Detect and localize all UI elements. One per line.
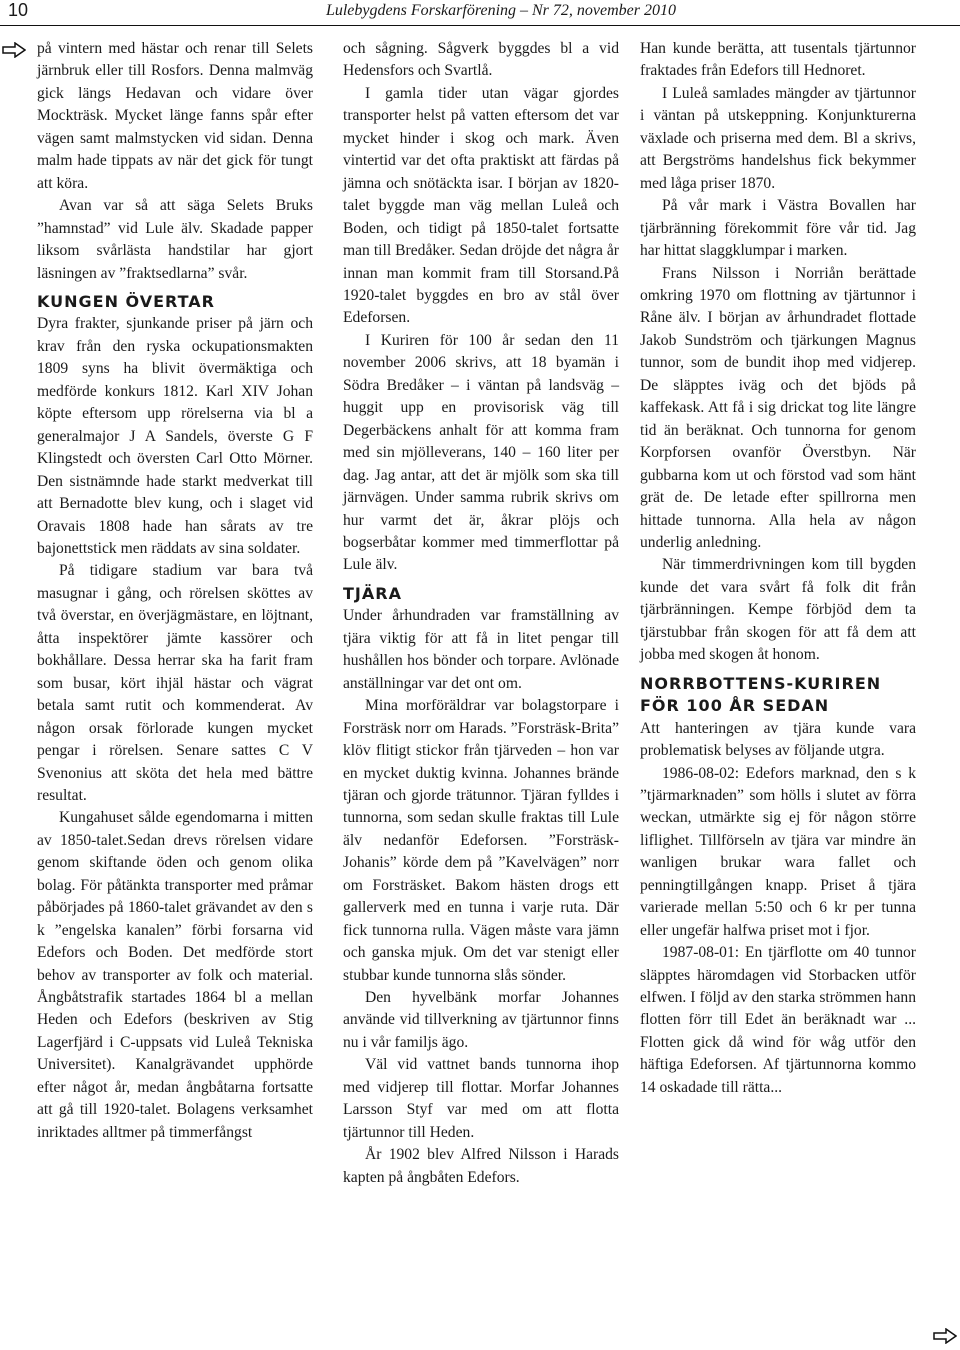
paragraph: 1987-08-01: En tjärflotte om 40 tunnor släpptes häromdagen vid Storbacken utför elfwen. I följd av den starka strömmen hann flotten förr till Edet än beräknadt war ... Flotten gick då wind för wåg utför den häftiga Edeforsen. Af tjärtunnorna kommo 14 oskadade till rätta... bbox=[640, 944, 916, 1096]
section-heading: NORRBOTTENS-KURIREN FÖR 100 ÅR SEDAN bbox=[640, 673, 882, 716]
section-heading: TJÄRA bbox=[343, 583, 402, 603]
arrow-right-icon bbox=[933, 1328, 957, 1344]
paragraph: När timmerdrivningen kom till bygden kunde det vara svårt få folk dit från tjärbränningen. Kempe förbjöd dem ta tjärstubbar från skogen för att få dem att jobba med skogen åt honom. bbox=[640, 556, 916, 664]
paragraph: Frans Nilsson i Norriån berättade omkring 1970 om flottning av tjärtunnor i Råne älv. I början av århundradet flottade Jakob Sundström och tjärkungen Magnus tunnor, som de bundit ihop med vidjerep. De släpptes iväg och det bjöds på kaffekask. Att få i sig drickat tog lite längre tid än beräknat. Och tunnorna for genom Korpforsen ovanför Överstbyn. När gubbarna kom ut och förstod vad som hänt grät de. De letade efter spillrorna men hittade tunnorna. Alla hela av någon underlig anledning. bbox=[640, 264, 916, 551]
paragraph: 1986-08-02: Edefors marknad, den s k ”tjärmarknaden” som hölls i slutet av förra weckan, utmärkte sig ej för någon större liflighet. Tillförseln av tjära var mindre än wanligen brukar wara fallet och penningtillgången knapp. Priset å tjära varierade mellan 5:50 och 6 kr per tunna eller ungefär halfwa priset mot i fjor. bbox=[640, 764, 916, 939]
page-header bbox=[0, 0, 960, 26]
publication-title: Lulebygdens Forskarförening – Nr 72, november 2010 bbox=[325, 2, 676, 19]
paragraph: Den hyvelbänk morfar Johannes använde vid tillverkning av tjärtunnor finns nu i vår familjs ägo. bbox=[343, 989, 619, 1051]
section-heading: KUNGEN ÖVERTAR bbox=[37, 291, 215, 311]
paragraph: Han kunde berätta, att tusentals tjärtunnor fraktades från Edefors till Hednoret. bbox=[640, 40, 916, 80]
page-number: 10 bbox=[8, 0, 29, 20]
column-1 bbox=[37, 38, 313, 1144]
header-rule bbox=[0, 25, 960, 26]
paragraph: på vintern med hästar och renar till Selets järnbruk eller till Rosfors. Denna malmväg gick längs Hedavan och vidare över Mockträsk. Mycket länge fanns spår efter vägen samt malmstycken vid sidan. Denna malm hade tippats av när det gick för tungt att köra. bbox=[37, 40, 313, 192]
paragraph: Väl vid vattnet bands tunnorna ihop med vidjerep till flottar. Morfar Johannes Larsson Styf var med om att flotta tjärtunnor till Heden. bbox=[343, 1056, 619, 1141]
paragraph: Kungahuset sålde egendomarna i mitten av 1850-talet.Sedan drevs rörelsen vidare genom skiftande öden och genom olika bolag. För påtänkta transporter med pråmar påbörjades på 1860-talet grävandet av den s k ”engelska kanalen” förbi forsarna vid Edefors och Boden. Det medförde stort behov av transporter av folk och material. Ångbåtstrafik startades 1864 bl a mellan Heden och Edefors (beskriven av Stig Lagerfjärd i C-uppsats vid Luleå Tekniska Universitet). Kanalgrävandet upphörde efter något år, medan ångbåtarna fortsatte att gå till 1920-talet. Bolagens verksamhet inriktades alltmer på timmerfångst bbox=[37, 809, 313, 1141]
paragraph: I Luleå samlades mängder av tjärtunnor i väntan på utskeppning. Konjunkturerna växlade och priserna med dem. Bl a skrivs, att Bergströms handelshus fick bekymmer med låga priser 1870. bbox=[640, 84, 916, 192]
paragraph: Avan var så att säga Selets Bruks ”hamnstad” vid Lule älv. Skadade papper liksom svårlästa handstilar har gjort läsningen av ”fraktsedlarna” svår. bbox=[37, 197, 313, 282]
paragraph: På vår mark i Västra Bovallen har tjärbränning förekommit före vår tid. Jag har hittat slaggklumpar i marken. bbox=[640, 197, 916, 260]
paragraph: och sågning. Sågverk byggdes bl a vid Hedensfors och Svartlå. bbox=[343, 40, 619, 80]
paragraph: Under århundraden var framställning av tjära viktig för att få in litet pengar till hushållen hos bönder och torpare. Avlönade anställningar var det ont om. bbox=[343, 607, 619, 692]
column-3 bbox=[640, 38, 916, 1099]
column-2 bbox=[343, 38, 619, 1189]
paragraph: Att hanteringen av tjära kunde vara problematisk belyses av följande utgra. bbox=[640, 719, 916, 760]
paragraph: Dyra frakter, sjunkande priser på järn och krav från den ryska ockupationsmakten 1809 syns ha blivit övermäktiga och medförde konkurs 1812. Karl XIV Johan köpte eftersom upp rörelserna via bl a generalmajor J A Sandels, överste G F Klingstedt och översten Carl Otto Mörner. Den sistnämnde hade starkt medverkat till att Bernadotte blev kung, och i slaget vid Oravais 1808 hade han sårats av tre bajonettstick men räddats av sina soldater. bbox=[37, 315, 313, 557]
paragraph: Mina morföräldrar var bolagstorpare i Forsträsk norr om Harads. ”Forsträsk-Brita” klöv flitigt stickor från tjärveden – hon var en mycket duktig kvinna. Johannes brände tjäran och gjorde trätunnor. Tjäran fylldes i tunnorna, som sedan skulle fraktas till Lule älv nedanför Edeforsen. ”Forsträsk-Johanis” körde dem på ”Kavelvägen” norr om Forsträsket. Bakom hästen drogs ett gallerverk med en tunna i varje ruta. Där fick tunnorna rulla. Vägen måste vara jämn och ganska mjuk. Om det var stenigt eller stubbar kunde tunnorna slås sönder. bbox=[343, 697, 619, 984]
paragraph: I gamla tider utan vägar gjordes transporter helst på vatten eftersom det var mycket hinder i skog och mark. Även vintertid var det ofta praktiskt att färdas på jämna och snötäckta isar. I början av 1820-talet byggde man väg mellan Luleå och Boden, och tidigt på 1850-talet fortsatte man till Bredåker. Sedan dröjde det några år innan man kommit fram till Storsand.På 1920-talet byggdes en bro av stål över Edeforsen. bbox=[343, 84, 619, 327]
arrow-right-icon bbox=[2, 42, 26, 58]
paragraph: På tidigare stadium var bara två masugnar i gång, och rörelsen sköttes av två överstar, en överjägmästare, en löjtnant, åtta inspektörer jämte kassörer och bokhållare. Dessa herrar ska ha farit fram som busar, kört ihjäl hästar och vägrat betala samt rutit och kommenderat. Av någon orsak förlorade kungen mycket pengar i rörelsen. Senare sattes C V Svenonius att sköta det hela med bättre resultat. bbox=[37, 562, 313, 804]
paragraph: År 1902 blev Alfred Nilsson i Harads kapten på ångbåten Edefors. bbox=[343, 1146, 619, 1186]
paragraph: I Kuriren för 100 år sedan den 11 november 2006 skrivs, att 18 byamän i Södra Bredåker – i väntan på landsväg – huggit upp en provisorisk väg till Degerbäckens anhalt för att komma fram med sin mjölleverans, 140 – 160 liter per dag. Jag antar, att det är mjölk som ska till järnvägen. Under samma rubrik skrivs om hur varmt det är, åkrar plöjs och bogserbåtar kommer med timmerflottar på Lule älv. bbox=[343, 331, 619, 574]
